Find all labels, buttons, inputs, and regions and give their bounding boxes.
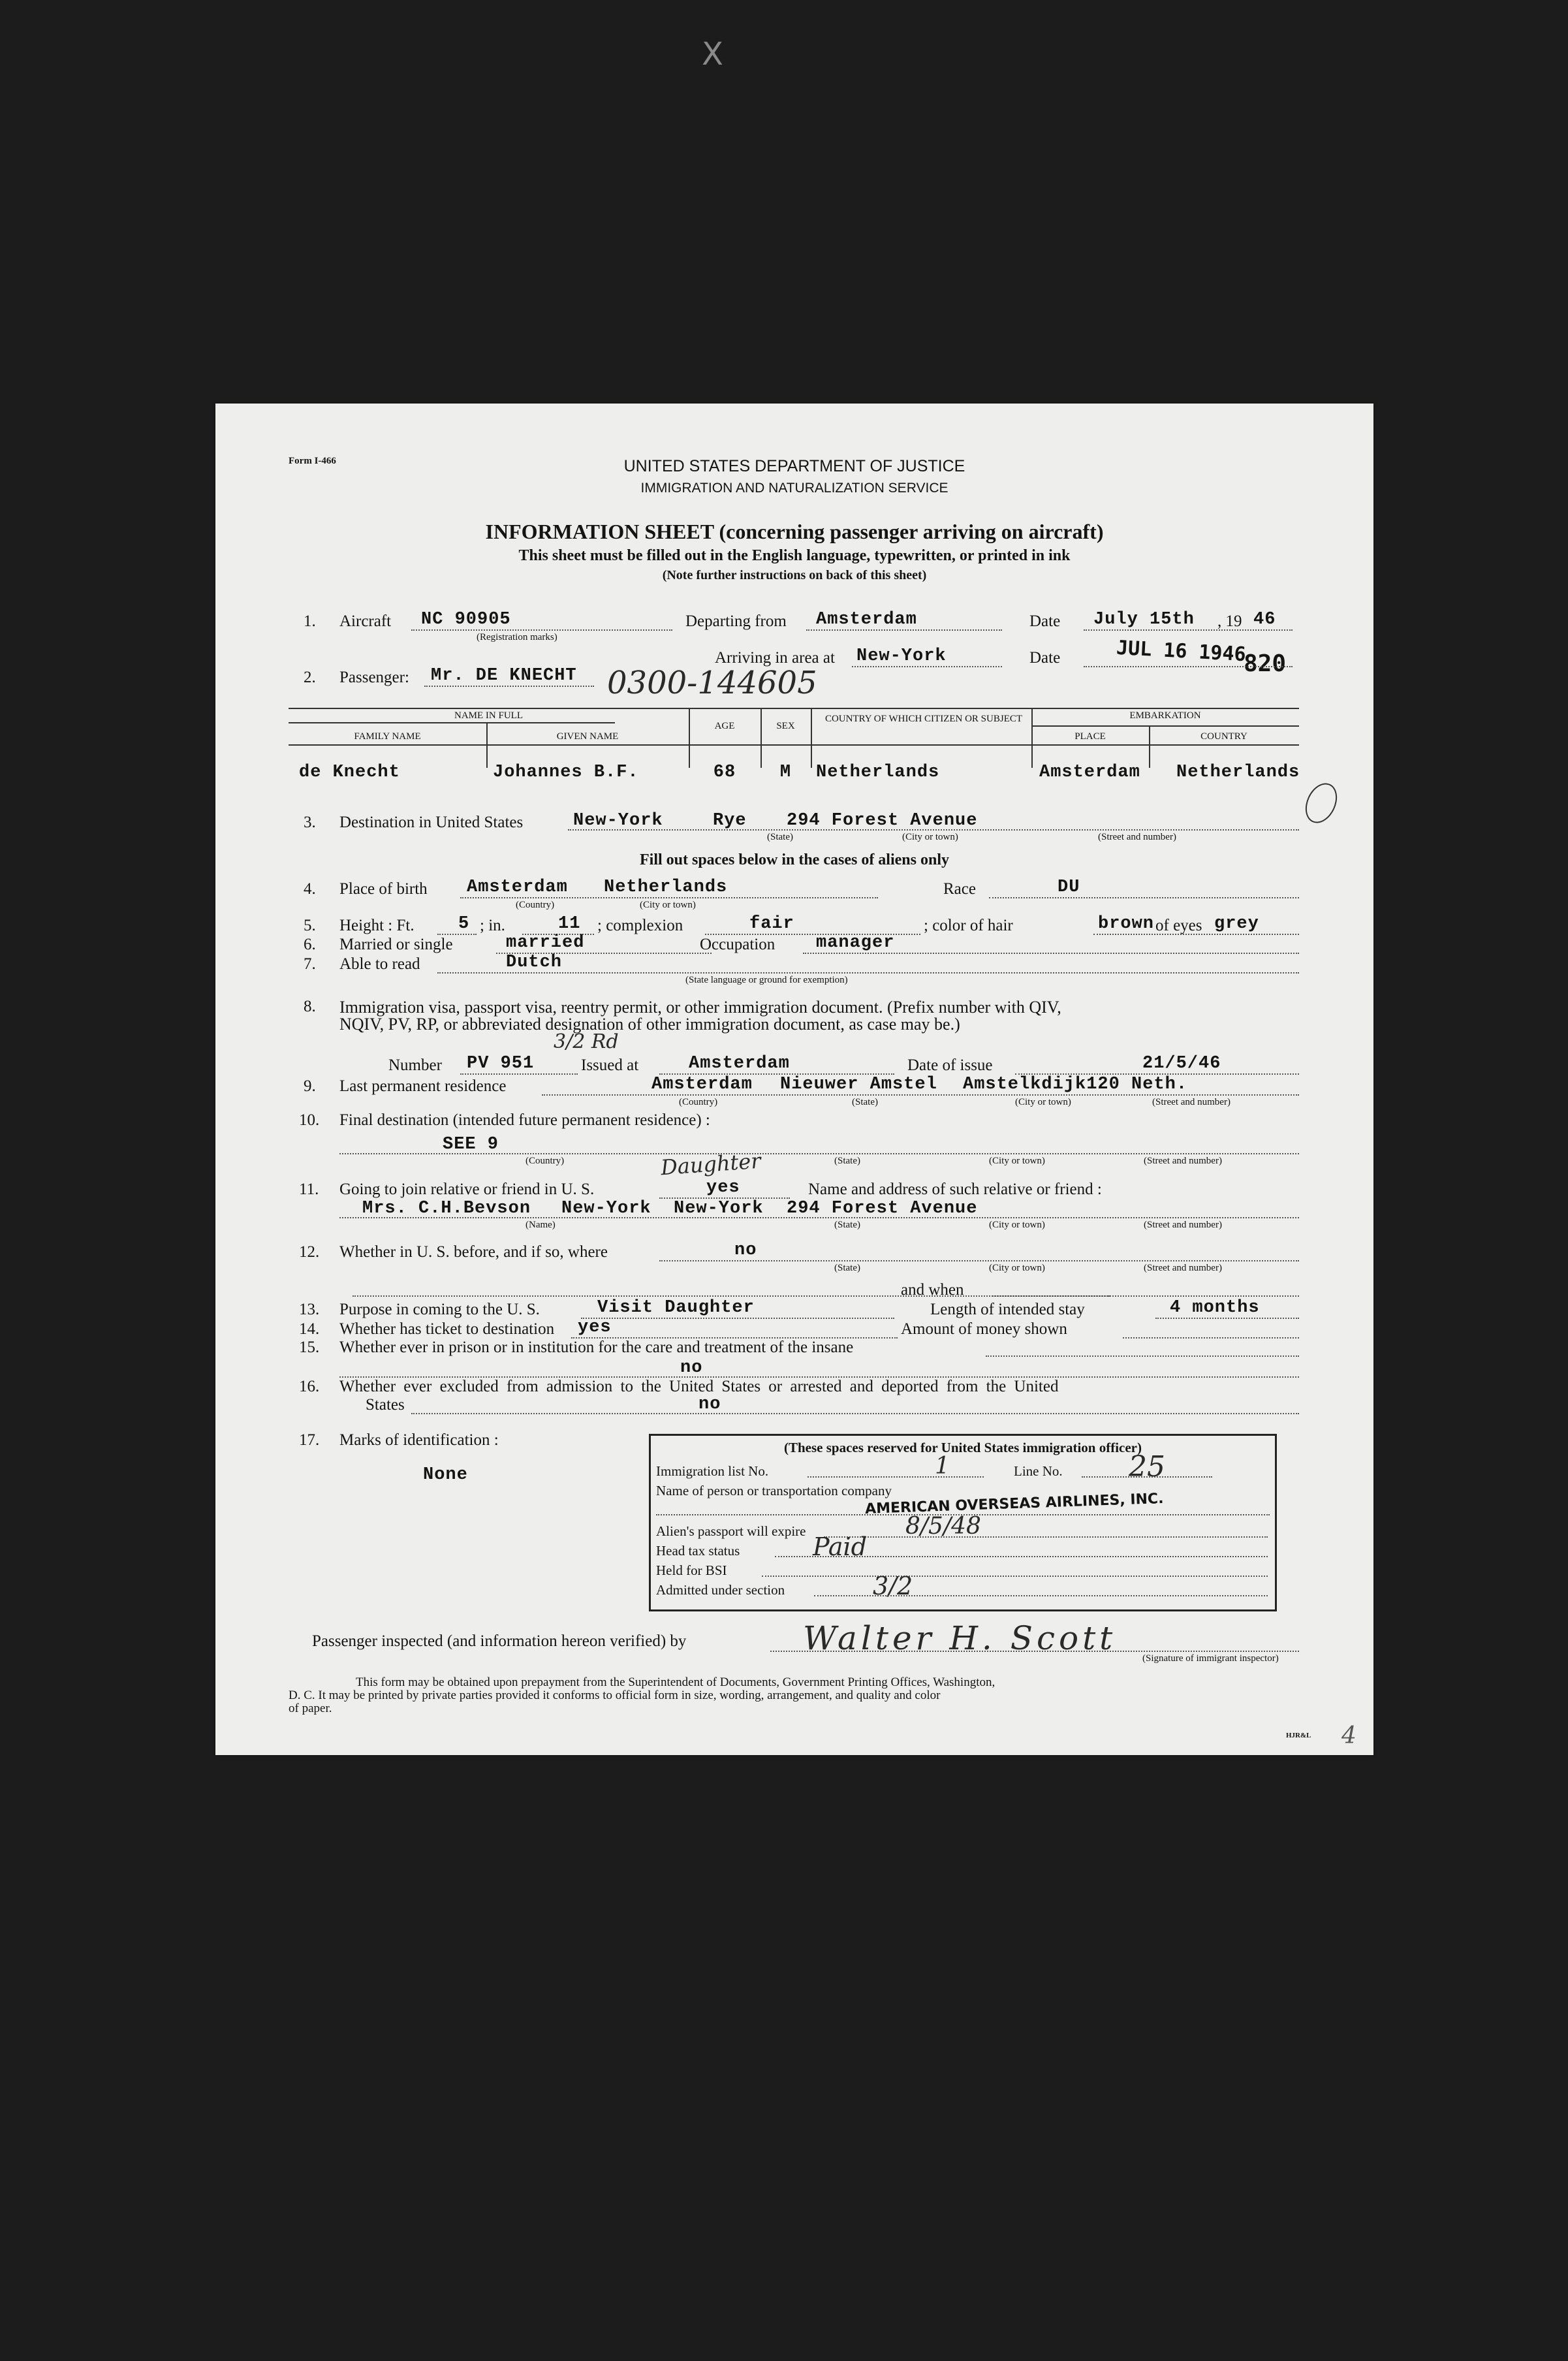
- residence-city: Amstelkdijk120 Neth.: [963, 1075, 1188, 1094]
- state-caption: (State): [852, 1097, 878, 1107]
- number-label: Number: [388, 1056, 442, 1074]
- sex-header: SEX: [776, 721, 795, 731]
- document-instruction-2: NQIV, PV, RP, or abbreviated designation of other immigration document, as case may be.): [339, 1015, 960, 1034]
- street-caption: (Street and number): [1144, 1263, 1222, 1273]
- street-caption: (Street and number): [1144, 1220, 1222, 1230]
- given-name-header: GIVEN NAME: [556, 731, 619, 742]
- residence-state: Nieuwer Amstel: [780, 1075, 937, 1094]
- form-number: Form I-466: [289, 456, 336, 466]
- purpose-label: Purpose in coming to the U. S.: [339, 1301, 540, 1318]
- aircraft-label: Aircraft: [339, 612, 392, 630]
- state-caption: (State): [834, 1156, 860, 1166]
- marks-value: None: [423, 1465, 468, 1485]
- arriving-label: Arriving in area at: [715, 649, 835, 667]
- embark-country-value: Netherlands: [1176, 763, 1300, 782]
- inches-label: ; in.: [480, 917, 505, 934]
- item-number: 15.: [299, 1339, 320, 1356]
- departing-value: Amsterdam: [816, 610, 917, 629]
- passenger-value: Mr. DE KNECHT: [431, 666, 577, 686]
- name-caption: (Name): [525, 1220, 556, 1230]
- issue-date-value: 21/5/46: [1142, 1054, 1221, 1073]
- country-caption: (Country): [679, 1097, 718, 1107]
- residence-label: Last permanent residence: [339, 1077, 507, 1095]
- city-caption: (City or town): [640, 900, 696, 910]
- handwritten-note: 3/2 Rd: [554, 1030, 619, 1053]
- join-relative-value: yes: [706, 1178, 740, 1197]
- citizen-header: COUNTRY OF WHICH CITIZEN OR SUBJECT: [824, 714, 1023, 724]
- relative-street: 294 Forest Avenue: [787, 1199, 978, 1218]
- check-mark: [1300, 778, 1343, 829]
- issued-at-label: Issued at: [581, 1056, 639, 1074]
- city-caption: (City or town): [902, 832, 958, 842]
- issue-date-label: Date of issue: [907, 1056, 993, 1074]
- head-tax-label: Head tax status: [656, 1543, 740, 1559]
- item-number: 13.: [299, 1301, 320, 1318]
- passenger-label: Passenger:: [339, 669, 409, 686]
- item-number: 4.: [304, 880, 316, 898]
- passport-expire-value: 8/5/48: [905, 1513, 981, 1540]
- place-header: PLACE: [1074, 731, 1106, 742]
- final-destination-label: Final destination (intended future permanent residence) :: [339, 1111, 710, 1129]
- country-caption: (Country): [516, 900, 555, 910]
- excluded-value: no: [698, 1395, 721, 1414]
- item-number: 1.: [304, 612, 316, 630]
- country-header: COUNTRY: [1200, 731, 1247, 742]
- embarkation-header: EMBARKATION: [1129, 710, 1201, 721]
- item-number: 8.: [304, 998, 316, 1015]
- birth-country: Amsterdam: [467, 878, 568, 897]
- previous-visit-label: Whether in U. S. before, and if so, where: [339, 1243, 608, 1261]
- officer-reserved-box: [649, 1434, 1277, 1611]
- year-value: 46: [1253, 610, 1276, 629]
- head-tax-value: Paid: [813, 1532, 867, 1561]
- race-value: DU: [1058, 878, 1080, 897]
- city-caption: (City or town): [1015, 1097, 1071, 1107]
- year-prefix: , 19: [1217, 612, 1242, 630]
- issued-at-value: Amsterdam: [689, 1054, 790, 1073]
- purpose-value: Visit Daughter: [597, 1298, 755, 1318]
- page-mark: 4: [1341, 1722, 1356, 1749]
- birth-city: Netherlands: [604, 878, 728, 897]
- destination-label: Destination in United States: [339, 814, 524, 831]
- name-in-full-header: NAME IN FULL: [454, 710, 523, 721]
- destination-state: New-York: [573, 811, 663, 831]
- marks-label: Marks of identification :: [339, 1431, 499, 1449]
- department: UNITED STATES DEPARTMENT OF JUSTICE: [623, 457, 965, 475]
- stay-value: 4 months: [1170, 1298, 1260, 1318]
- immigration-list-label: Immigration list No.: [656, 1463, 769, 1479]
- footer-line-3: of paper.: [289, 1702, 332, 1715]
- item-number: 14.: [299, 1320, 320, 1338]
- hair-label: ; color of hair: [924, 917, 1013, 934]
- signature-caption: (Signature of immigrant inspector): [1142, 1653, 1279, 1664]
- eyes-label: of eyes: [1155, 917, 1202, 934]
- previous-visit-value: no: [734, 1241, 757, 1260]
- state-caption: (State): [767, 832, 793, 842]
- occupation-label: Occupation: [700, 936, 776, 953]
- line-no-value: 25: [1129, 1450, 1165, 1483]
- immigration-list-value: 1: [935, 1453, 950, 1480]
- marital-label: Married or single: [339, 936, 453, 953]
- item-number: 7.: [304, 955, 316, 973]
- family-name-header: FAMILY NAME: [354, 731, 421, 742]
- excluded-label-2: States: [366, 1396, 405, 1414]
- state-caption: (State): [834, 1263, 860, 1273]
- item-number: 16.: [299, 1378, 320, 1395]
- footer-line-2: D. C. It may be printed by private parties provided it conforms to official form in size, wording, arrangement, and quality and color: [289, 1688, 941, 1702]
- age-header: AGE: [714, 721, 735, 731]
- inspection-label: Passenger inspected (and information hereon verified) by: [312, 1632, 687, 1650]
- family-name-value: de Knecht: [299, 763, 400, 782]
- ticket-value: yes: [578, 1318, 612, 1337]
- street-caption: (Street and number): [1152, 1097, 1231, 1107]
- instruction: This sheet must be filled out in the English language, typewritten, or printed in ink: [518, 547, 1071, 564]
- item-number: 12.: [299, 1243, 320, 1261]
- embark-place-value: Amsterdam: [1039, 763, 1140, 782]
- item-number: 2.: [304, 669, 316, 686]
- item-number: 9.: [304, 1077, 316, 1095]
- occupation-value: manager: [816, 933, 895, 953]
- admitted-section-label: Admitted under section: [656, 1582, 785, 1598]
- ticket-label: Whether has ticket to destination: [339, 1320, 555, 1338]
- item-number: 17.: [299, 1431, 320, 1449]
- country-caption: (Country): [525, 1156, 565, 1166]
- complexion-value: fair: [749, 914, 794, 934]
- height-label: Height : Ft.: [339, 917, 415, 934]
- held-bsi-label: Held for BSI: [656, 1562, 727, 1578]
- company-stamp: AMERICAN OVERSEAS AIRLINES, INC.: [864, 1491, 1164, 1517]
- race-label: Race: [943, 880, 976, 898]
- handwritten-relation: Daughter: [659, 1148, 762, 1180]
- street-caption: (Street and number): [1098, 832, 1176, 842]
- join-relative-label: Going to join relative or friend in U. S.: [339, 1180, 595, 1198]
- eyes-value: grey: [1214, 914, 1259, 934]
- relative-address-label: Name and address of such relative or friend :: [808, 1180, 1102, 1198]
- relative-name: Mrs. C.H.Bevson: [362, 1199, 531, 1218]
- scan-mark: X: [702, 36, 723, 72]
- form-title: INFORMATION SHEET (concerning passenger arriving on aircraft): [485, 520, 1104, 543]
- file-number: 0300-144605: [607, 665, 817, 701]
- state-caption: (State): [834, 1220, 860, 1230]
- height-ft: 5: [458, 914, 470, 934]
- arriving-value: New-York: [856, 646, 947, 666]
- item-number: 3.: [304, 814, 316, 831]
- height-in: 11: [558, 914, 581, 934]
- aircraft-caption: (Registration marks): [477, 632, 557, 642]
- city-caption: (City or town): [989, 1156, 1045, 1166]
- and-when-label: and when: [901, 1281, 964, 1299]
- relative-state: New-York: [561, 1199, 651, 1218]
- company-label: Name of person or transportation company: [656, 1483, 892, 1498]
- prison-value: no: [680, 1358, 703, 1378]
- reserved-title: (These spaces reserved for United States immigration officer): [783, 1440, 1142, 1455]
- birthplace-label: Place of birth: [339, 880, 428, 898]
- information-sheet: [215, 404, 1373, 1755]
- number-value: PV 951: [467, 1054, 535, 1073]
- read-caption: (State language or ground for exemption): [685, 975, 848, 985]
- aircraft-value: NC 90905: [421, 610, 511, 629]
- admitted-section-value: 3/2: [873, 1572, 913, 1600]
- departing-label: Departing from: [685, 612, 787, 630]
- prison-label: Whether ever in prison or in institution for the care and treatment of the insane: [339, 1339, 854, 1356]
- date-label: Date: [1029, 612, 1061, 630]
- passport-expire-label: Alien's passport will expire: [656, 1523, 806, 1539]
- city-caption: (City or town): [989, 1220, 1045, 1230]
- item-number: 5.: [304, 917, 316, 934]
- service: IMMIGRATION AND NATURALIZATION SERVICE: [640, 481, 949, 496]
- item-number: 6.: [304, 936, 316, 953]
- marital-value: married: [506, 933, 585, 953]
- read-label: Able to read: [339, 955, 420, 973]
- relative-city: New-York: [674, 1199, 764, 1218]
- printer-code: HJR&L: [1286, 1732, 1311, 1739]
- residence-country: Amsterdam: [651, 1075, 753, 1094]
- document-instruction-1: Immigration visa, passport visa, reentry permit, or other immigration document. (Prefix number with QIV,: [339, 998, 1061, 1017]
- given-name-value: Johannes B.F.: [493, 763, 639, 782]
- destination-city: Rye: [713, 811, 747, 831]
- hair-value: brown: [1098, 914, 1155, 934]
- date2-label: Date: [1029, 649, 1061, 667]
- citizen-value: Netherlands: [816, 763, 940, 782]
- arrival-date-stamp: JUL 16 1946: [1116, 636, 1247, 667]
- money-label: Amount of money shown: [901, 1320, 1067, 1338]
- footer-line-1: This form may be obtained upon prepayment from the Superintendent of Documents, Government Printing Offices, Washington,: [356, 1675, 996, 1689]
- destination-street: 294 Forest Avenue: [787, 811, 978, 831]
- inspector-signature: Walter H. Scott: [803, 1619, 1117, 1657]
- age-value: 68: [713, 763, 736, 782]
- aliens-heading: Fill out spaces below in the cases of aliens only: [639, 851, 949, 868]
- item-number: 10.: [299, 1111, 320, 1129]
- read-value: Dutch: [506, 953, 563, 972]
- final-destination-value: SEE 9: [443, 1135, 499, 1154]
- sex-value: M: [779, 763, 792, 782]
- stamp-number: 820: [1244, 650, 1287, 677]
- excluded-label-1: Whether ever excluded from admission to the United States or arrested and deported from the United: [339, 1378, 1059, 1395]
- complexion-label: ; complexion: [597, 917, 683, 934]
- instruction-note: (Note further instructions on back of this sheet): [662, 568, 927, 582]
- street-caption: (Street and number): [1144, 1156, 1222, 1166]
- stay-label: Length of intended stay: [930, 1301, 1085, 1318]
- date-value: July 15th: [1093, 610, 1195, 629]
- city-caption: (City or town): [989, 1263, 1045, 1273]
- line-no-label: Line No.: [1014, 1463, 1063, 1479]
- item-number: 11.: [299, 1180, 319, 1198]
